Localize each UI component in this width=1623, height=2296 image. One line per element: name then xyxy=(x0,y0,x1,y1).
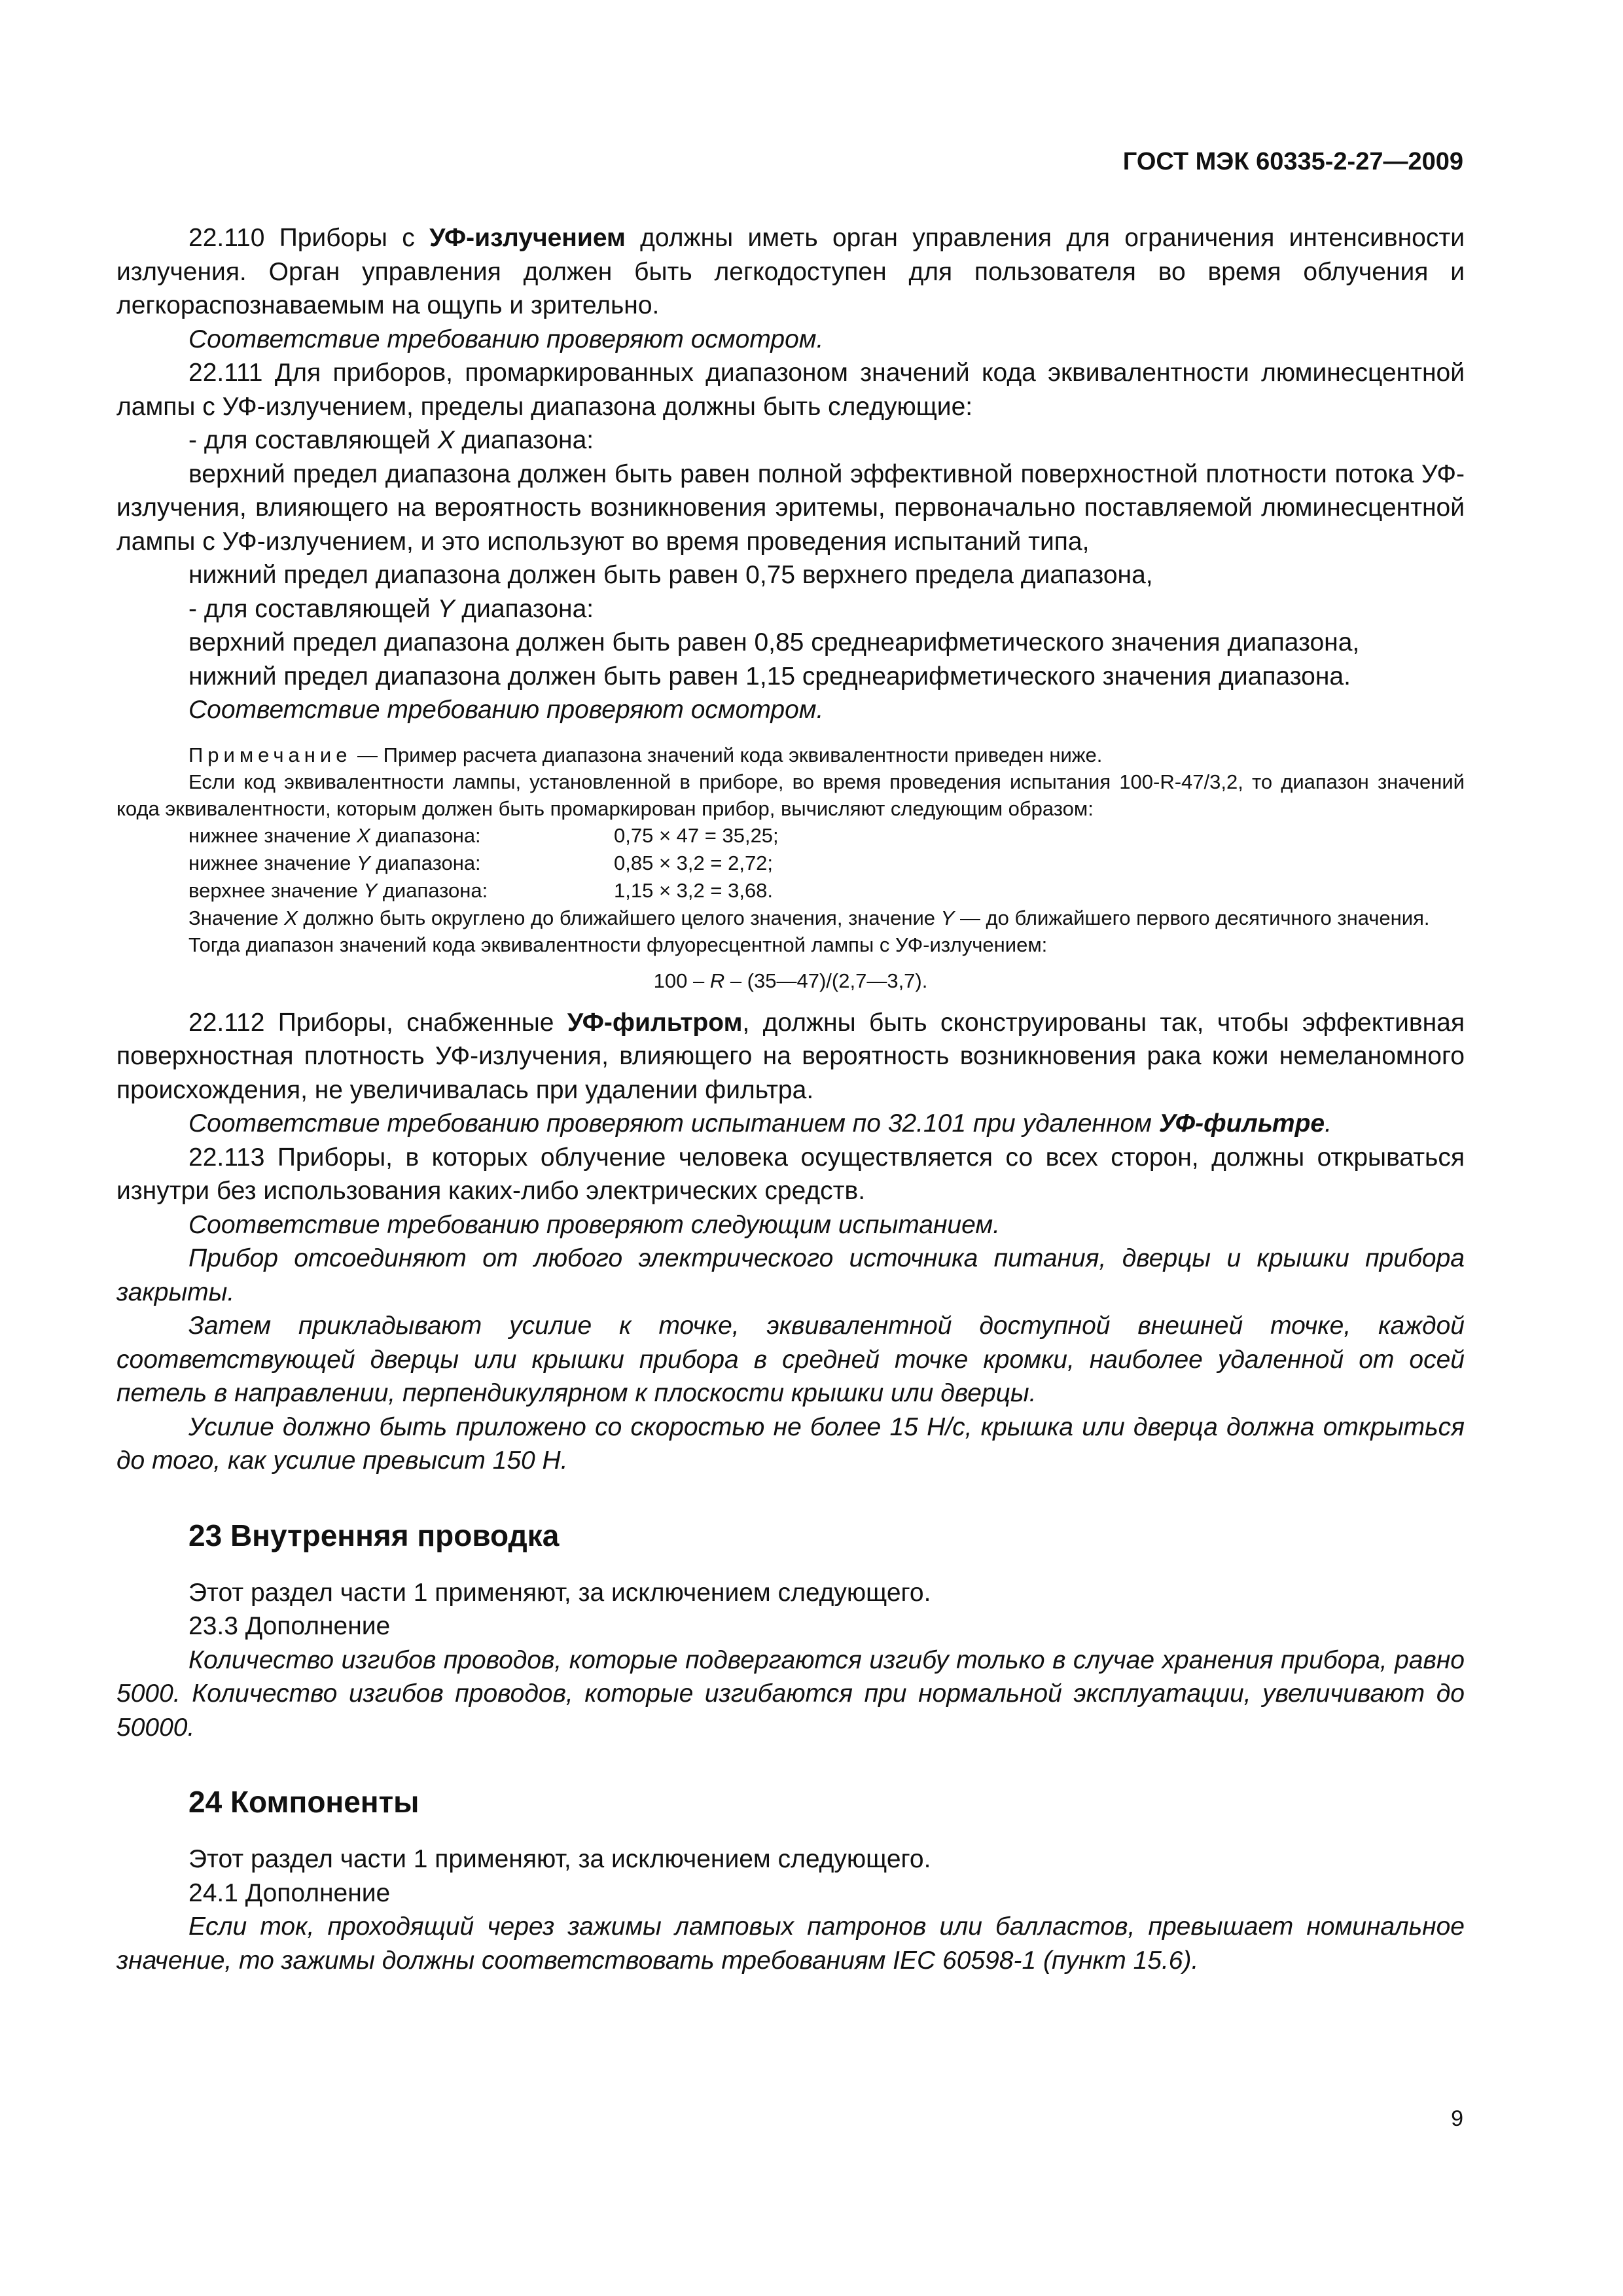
calc-label xyxy=(188,877,614,905)
calc-label xyxy=(188,850,614,877)
x-lower-limit: нижний предел диапазона должен быть равен 0,75 верхнего предела диапазона, xyxy=(188,561,1153,589)
clause-24-1-text: Если ток, проходящий через зажимы ламповых патронов или балластов, превышает номинальное значение, то зажимы должны соответствовать требованиям IEC 60598-1 (пункт 15.6). xyxy=(116,1912,1465,1975)
defined-term: УФ-излучением xyxy=(429,224,626,252)
defined-term: УФ-фильтре xyxy=(1158,1109,1325,1138)
variable: X xyxy=(356,823,370,847)
note-label: Примечание xyxy=(188,743,352,766)
document-body xyxy=(116,221,1465,1977)
variable: X xyxy=(437,426,455,454)
clause-22-113: 22.113 Приборы, в которых облучение человека осуществляется со всех сторон, должны открываться изнутри без использования каких-либо электрических средств. xyxy=(116,1143,1465,1205)
calc-text: диапазона: xyxy=(370,851,481,874)
component-y-heading xyxy=(116,592,1465,626)
calc-text: нижнее значение xyxy=(188,851,357,874)
page-number: 9 xyxy=(1451,2106,1463,2131)
section-23-heading: 23 Внутренняя проводка xyxy=(188,1518,560,1552)
note-block xyxy=(116,742,1465,994)
variable: R xyxy=(709,969,725,992)
compliance-check: Соответствие требованию проверяют следующим испытанием. xyxy=(188,1210,1000,1239)
note-text: должно быть округлено до ближайшего целого значения, значение xyxy=(297,906,941,929)
clause-text: Соответствие требованию проверяют испытанием по 32.101 при удаленном xyxy=(188,1109,1159,1138)
clause-text: 22.112 Приборы, снабженные xyxy=(188,1008,567,1037)
compliance-check xyxy=(116,1107,1465,1141)
y-upper-limit: верхний предел диапазона должен быть равен 0,85 среднеарифметического значения диапазона, xyxy=(188,628,1360,656)
clause-text: 22.110 Приборы с xyxy=(188,224,430,252)
clause-text: диапазона: xyxy=(454,426,594,454)
calc-value: 1,15 × 3,2 = 3,68. xyxy=(614,878,774,902)
clause-22-112 xyxy=(116,1006,1465,1107)
compliance-check: Соответствие требованию проверяют осмотром. xyxy=(188,325,824,353)
variable: X xyxy=(284,906,298,929)
calc-text: диапазона: xyxy=(370,823,481,847)
variable: Y xyxy=(940,906,955,929)
note-text: Значение xyxy=(188,906,285,929)
variable: Y xyxy=(437,594,455,623)
clause-24-1: 24.1 Дополнение xyxy=(188,1878,391,1907)
rounding-rule xyxy=(116,905,1465,931)
section-23-intro: Этот раздел части 1 применяют, за исключением следующего. xyxy=(188,1578,931,1607)
calc-text: нижнее значение xyxy=(188,823,357,847)
clause-text: - для составляющей xyxy=(188,594,438,623)
document-header: ГОСТ МЭК 60335-2-27—2009 xyxy=(1122,148,1463,175)
clause-22-111: 22.111 Для приборов, промаркированных диапазоном значений кода эквивалентности люминесцентной лампы с УФ-излучением, пределы диапазона должны быть следующие: xyxy=(116,359,1465,421)
test-step: Усилие должно быть приложено со скоростью не более 15 Н/с, крышка или дверца должна открыться до того, как усилие превысит 150 Н. xyxy=(116,1412,1465,1475)
clause-text: - для составляющей xyxy=(188,426,438,454)
clause-23-3-text: Количество изгибов проводов, которые подвергаются изгибу только в случае хранения прибора, равно 5000. Количество изгибов проводов, которые изгибаются при нормальной эксплуатации, увеличивают до 50000. xyxy=(116,1645,1465,1742)
note-paragraph: Если код эквивалентности лампы, установленной в приборе, во время проведения испытания 100-R-47/3,2, то диапазон значений кода эквивалентности, которым должен быть промаркирован прибор, вычисляют следующим образом: xyxy=(116,770,1465,820)
x-upper-limit: верхний предел диапазона должен быть равен полной эффективной поверхностной плотности потока УФ-излучения, влияющего на вероятность возникновения эритемы, первоначально поставляемой люминесцентной лампы с УФ-излучением, и это используют во время проведения испытаний типа, xyxy=(116,459,1465,556)
clause-text: , должны быть сконструированы так, чтобы эффективная поверхностная плотность УФ-излучения, влияющего на вероятность возникновения рака кожи немеланомного происхождения, не увеличивалась при удалении фильтра. xyxy=(116,1008,1465,1104)
clause-22-110 xyxy=(116,221,1465,323)
test-step: Прибор отсоединяют от любого электрического источника питания, дверцы и крышки прибора закрыты. xyxy=(116,1244,1465,1306)
formula-text: – (35—47)/(2,7—3,7). xyxy=(724,969,928,992)
variable: Y xyxy=(363,878,378,902)
note-text: — Пример расчета диапазона значений кода эквивалентности приведен ниже. xyxy=(351,743,1103,766)
component-x-heading xyxy=(116,423,1465,457)
section-24-heading: 24 Компоненты xyxy=(188,1785,419,1819)
calculation-table xyxy=(116,822,1465,905)
clause-text: диапазона: xyxy=(454,594,594,623)
note-heading xyxy=(116,742,1465,768)
defined-term: УФ-фильтром xyxy=(567,1008,743,1037)
calc-text: диапазона: xyxy=(377,878,488,902)
clause-23-3: 23.3 Дополнение xyxy=(188,1612,391,1640)
variable: Y xyxy=(356,851,370,874)
note-conclusion: Тогда диапазон значений кода эквивалентности флуоресцентной лампы с УФ-излучением: xyxy=(188,933,1048,956)
y-lower-limit: нижний предел диапазона должен быть равен 1,15 среднеарифметического значения диапазона. xyxy=(188,662,1351,691)
calc-value: 0,75 × 47 = 35,25; xyxy=(614,823,779,847)
calc-text: верхнее значение xyxy=(188,878,364,902)
clause-text: . xyxy=(1325,1109,1332,1138)
test-step: Затем прикладывают усилие к точке, эквивалентной доступной внешней точке, каждой соответствующей дверцы или крышки прибора в средней точке кромки, наиболее удаленной от осей петель в направлении, перпендикулярном к плоскости крышки или дверцы. xyxy=(116,1312,1465,1407)
calc-label xyxy=(188,822,614,850)
note-text: — до ближайшего первого десятичного значения. xyxy=(954,906,1430,929)
section-24-intro: Этот раздел части 1 применяют, за исключением следующего. xyxy=(188,1845,931,1873)
formula-text: 100 – xyxy=(653,969,710,992)
calc-value: 0,85 × 3,2 = 2,72; xyxy=(614,851,774,874)
formula xyxy=(116,967,1465,994)
compliance-check: Соответствие требованию проверяют осмотром. xyxy=(188,696,824,724)
clause-text: должны иметь орган управления для ограничения интенсивности излучения. Орган управления должен быть легкодоступен для пользователя во время облучения и легкораспознаваемым на ощупь и зрительно. xyxy=(116,224,1465,319)
